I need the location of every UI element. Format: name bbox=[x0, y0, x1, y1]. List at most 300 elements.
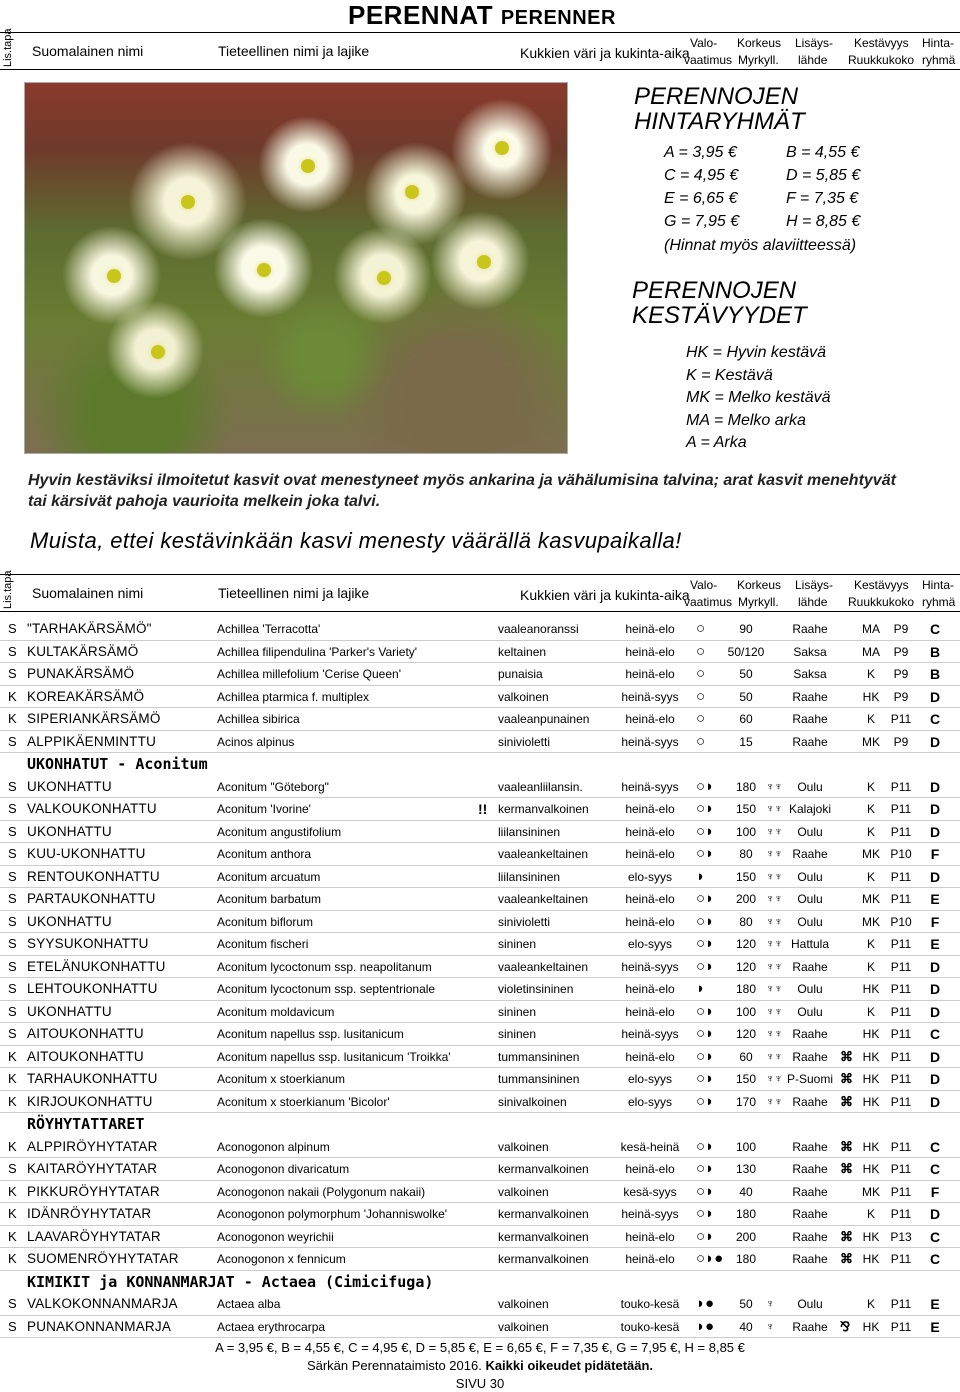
table-row bbox=[0, 708, 960, 731]
finnish-name: ETELÄNUKONHATTU bbox=[27, 958, 166, 974]
special-icon: ⌘ bbox=[840, 1251, 853, 1266]
durability-code: K bbox=[866, 959, 875, 974]
pot-size: P11 bbox=[890, 892, 912, 906]
durability-code: HK bbox=[862, 1049, 880, 1064]
bloom-time: touko-kesä bbox=[620, 1297, 680, 1311]
light-requirement-icon: ○ bbox=[696, 687, 706, 705]
poison-icon: ♆♆ bbox=[766, 915, 783, 928]
pot-size: P9 bbox=[893, 622, 909, 636]
source-location: Raahe bbox=[792, 1162, 828, 1176]
plant-height: 200 bbox=[735, 892, 757, 906]
footer-copyright bbox=[0, 1358, 960, 1373]
bloom-time: heinä-elo bbox=[625, 914, 675, 929]
special-icon: ⌘ bbox=[840, 1161, 853, 1176]
table-header-top bbox=[0, 28, 960, 70]
finnish-name: KULTAKÄRSÄMÖ bbox=[27, 643, 139, 659]
finnish-name: UKONHATTU bbox=[27, 1003, 112, 1019]
plant-height: 180 bbox=[735, 779, 757, 794]
table-row bbox=[0, 1023, 960, 1046]
light-requirement-icon: ○◗ bbox=[696, 822, 715, 840]
header-source-1: Lisäys- bbox=[795, 36, 834, 50]
listing-type: K bbox=[8, 1251, 17, 1266]
table-row bbox=[0, 1136, 960, 1159]
scientific-name: Aconogonon weyrichii bbox=[217, 1229, 334, 1244]
plant-height: 130 bbox=[735, 1162, 757, 1176]
price-group: E bbox=[930, 1296, 940, 1312]
pot-size: P9 bbox=[893, 667, 909, 681]
finnish-name: AITOUKONHATTU bbox=[27, 1048, 144, 1064]
light-requirement-icon: ○◗ bbox=[696, 1182, 715, 1200]
pot-size: P11 bbox=[890, 1319, 912, 1334]
finnish-name: TARHAUKONHATTU bbox=[27, 1071, 158, 1086]
plant-height: 40 bbox=[739, 1184, 753, 1199]
poison-icon: ♆♆ bbox=[766, 1095, 783, 1108]
table-row bbox=[0, 888, 960, 911]
bloom-time: heinä-elo bbox=[625, 712, 675, 726]
finnish-name: SIPERIANKÄRSÄMÖ bbox=[27, 711, 161, 726]
scientific-name: Aconitum lycoctonum ssp. neapolitanum bbox=[217, 959, 432, 974]
light-requirement-icon: ○◗ bbox=[696, 1160, 715, 1177]
plant-height: 15 bbox=[739, 734, 753, 749]
bloom-time: heinä-syys bbox=[621, 1207, 679, 1221]
price-group: C bbox=[929, 1026, 941, 1042]
finnish-name: KIRJOUKONHATTU bbox=[27, 1093, 153, 1109]
reminder-text: Muista, ettei kestävinkään kasvi menesty väärällä kasvupaikalla! bbox=[30, 528, 682, 553]
flower-color: sininen bbox=[498, 1004, 537, 1019]
pot-size: P11 bbox=[890, 1162, 912, 1176]
special-icon: ⅋ bbox=[840, 1318, 851, 1334]
finnish-name: SUOMENRÖYHYTATAR bbox=[27, 1251, 179, 1266]
bloom-time: kesä-heinä bbox=[620, 1139, 680, 1154]
durability-code: MK bbox=[862, 734, 880, 749]
bloom-time: heinä-elo bbox=[625, 667, 675, 681]
listing-type: K bbox=[8, 688, 17, 704]
price-group: F bbox=[930, 846, 940, 862]
flower-color: vaaleankeltainen bbox=[498, 847, 589, 861]
bloom-time: heinä-syys bbox=[621, 1027, 679, 1041]
price-group: C bbox=[929, 711, 941, 727]
source-location: Oulu bbox=[797, 1297, 823, 1311]
light-requirement-icon: ◗ bbox=[696, 867, 706, 885]
flower-color: keltainen bbox=[498, 644, 547, 659]
listing-type: S bbox=[8, 801, 17, 816]
table-row bbox=[0, 866, 960, 889]
footer-prices: A = 3,95 €, B = 4,55 €, C = 4,95 €, D = 5,85 €, E = 6,65 €, F = 7,35 €, G = 7,95 €, H = 8,85 € bbox=[215, 1340, 745, 1355]
header-finnish-name: Suomalainen nimi bbox=[32, 585, 144, 601]
listing-type: S bbox=[8, 1296, 17, 1311]
source-location: Raahe bbox=[792, 1139, 828, 1154]
price-group: E bbox=[930, 1318, 940, 1335]
table-row bbox=[0, 663, 960, 686]
table-row bbox=[0, 686, 960, 709]
scientific-name: Aconitum napellus ssp. lusitanicum bbox=[217, 1027, 404, 1041]
table-row bbox=[0, 1001, 960, 1024]
flower-color: kermanvalkoinen bbox=[498, 1207, 589, 1221]
header-durability-1: Kestävyys bbox=[854, 578, 909, 592]
source-location: P-Suomi bbox=[786, 1072, 833, 1086]
price-group: B bbox=[929, 666, 941, 682]
bloom-time: touko-kesä bbox=[620, 1319, 680, 1334]
flower-color: vaaleanpunainen bbox=[498, 712, 590, 726]
pot-size: P11 bbox=[890, 1139, 912, 1154]
listing-type: S bbox=[8, 1161, 17, 1176]
scientific-name: Actaea erythrocarpa bbox=[217, 1319, 326, 1334]
header-finnish-name: Suomalainen nimi bbox=[32, 43, 144, 59]
poison-icon: ♆♆ bbox=[766, 893, 783, 905]
pot-size: P11 bbox=[890, 1027, 912, 1041]
durability-code: HK bbox=[862, 1027, 880, 1041]
source-location: Raahe bbox=[792, 1184, 828, 1199]
plant-height: 120 bbox=[735, 1027, 757, 1041]
durability-paragraph: Hyvin kestäviksi ilmoitetut kasvit ovat menestyneet myös ankarina ja vähälumisina talvina; arat kasvit menehtyvät tai kärsivät pahoja vaurioita melkein joka talvi. bbox=[28, 472, 896, 510]
header-scientific-name: Tieteellinen nimi ja lajike bbox=[218, 585, 370, 601]
plant-height: 40 bbox=[739, 1319, 753, 1334]
listing-type: K bbox=[8, 711, 17, 726]
section-heading: RÖYHYTATTARET bbox=[27, 1115, 145, 1133]
price-group-item: A = 3,95 € bbox=[664, 144, 737, 161]
listing-type: K bbox=[8, 1206, 17, 1221]
light-requirement-icon: ○ bbox=[696, 732, 706, 750]
pot-size: P11 bbox=[890, 824, 912, 839]
scientific-name: Achillea sibirica bbox=[217, 712, 300, 726]
poison-icon: ♆♆ bbox=[766, 1005, 783, 1018]
table-row bbox=[0, 1158, 960, 1181]
source-location: Raahe bbox=[792, 847, 828, 861]
poison-icon: ♆♆ bbox=[766, 780, 783, 793]
finnish-name: LEHTOUKONHATTU bbox=[27, 981, 158, 996]
pot-size: P11 bbox=[890, 937, 912, 951]
bloom-time: heinä-elo bbox=[625, 644, 675, 659]
copyright-brand: Särkän Perennataimisto 2016. bbox=[306, 1358, 482, 1373]
durability-item: MK = Melko kestävä bbox=[686, 389, 831, 406]
flower-color: liilansininen bbox=[498, 824, 561, 839]
plant-height: 180 bbox=[735, 982, 757, 996]
source-location: Raahe bbox=[792, 712, 828, 726]
bloom-time: heinä-syys bbox=[621, 689, 679, 704]
flower-color: violetinsininen bbox=[498, 982, 574, 996]
scientific-name: Aconitum biflorum bbox=[217, 914, 314, 929]
finnish-name: LAAVARÖYHYTATAR bbox=[27, 1228, 161, 1244]
header-color-bloom: Kukkien väri ja kukinta-aika bbox=[520, 587, 690, 603]
flower-color: tummansininen bbox=[498, 1072, 580, 1086]
listing-type: K bbox=[8, 1228, 17, 1244]
source-location: Saksa bbox=[793, 644, 827, 659]
price-group: C bbox=[929, 1228, 941, 1245]
durability-code: HK bbox=[862, 1319, 880, 1334]
light-requirement-icon: ○◗ bbox=[696, 777, 715, 795]
price-group-item: G = 7,95 € bbox=[664, 213, 740, 230]
section-heading-row bbox=[0, 1113, 960, 1136]
durability-code: K bbox=[866, 802, 875, 816]
light-requirement-icon: ○◗ bbox=[696, 935, 715, 952]
table-row bbox=[0, 1248, 960, 1271]
light-requirement-icon: ○◗ bbox=[696, 1227, 715, 1245]
plant-height: 180 bbox=[735, 1252, 757, 1266]
bloom-time: elo-syys bbox=[627, 1094, 672, 1109]
source-location: Raahe bbox=[792, 1207, 828, 1221]
price-group: D bbox=[929, 868, 941, 885]
header-source-1: Lisäys- bbox=[795, 578, 834, 592]
bloom-time: heinä-syys bbox=[621, 779, 679, 794]
poison-icon: ♆ bbox=[766, 1320, 775, 1333]
flower-color: sininen bbox=[498, 937, 537, 951]
bloom-time: heinä-elo bbox=[625, 1162, 675, 1176]
flower-color: punaisia bbox=[498, 667, 543, 681]
page-title-main: PERENNAT bbox=[348, 0, 494, 30]
plant-height: 100 bbox=[735, 1004, 757, 1019]
header-price-1: Hinta- bbox=[922, 36, 955, 50]
price-group: E bbox=[930, 936, 940, 952]
flower-color: kermanvalkoinen bbox=[498, 1229, 589, 1244]
finnish-name: "TARHAKÄRSÄMÖ" bbox=[27, 621, 152, 636]
flower-color: vaaleankeltainen bbox=[498, 892, 589, 906]
listing-type: S bbox=[8, 621, 17, 636]
durability-item: MA = Melko arka bbox=[686, 411, 806, 429]
bloom-time: heinä-syys bbox=[621, 959, 679, 974]
flower-color: sinivalkoinen bbox=[498, 1094, 567, 1109]
bloom-time: heinä-elo bbox=[625, 1229, 675, 1244]
pot-size: P11 bbox=[890, 1207, 912, 1221]
price-group: D bbox=[929, 823, 941, 840]
pot-size: P9 bbox=[893, 644, 909, 659]
durability-code: HK bbox=[862, 982, 880, 996]
table-row bbox=[0, 798, 960, 821]
listing-type: K bbox=[8, 1048, 17, 1064]
durability-code: MK bbox=[862, 914, 880, 929]
bloom-time: heinä-elo bbox=[625, 802, 675, 816]
flower-color: kermanvalkoinen bbox=[498, 1252, 589, 1266]
scientific-name: Aconitum fischeri bbox=[217, 937, 309, 951]
listing-type: K bbox=[8, 1071, 17, 1086]
plant-height: 60 bbox=[739, 712, 753, 726]
finnish-name: PUNAKÄRSÄMÖ bbox=[27, 666, 135, 681]
plant-height: 120 bbox=[735, 959, 757, 974]
header-light-2: vaatimus bbox=[684, 53, 733, 67]
warning-mark: !! bbox=[478, 801, 488, 817]
table-row bbox=[0, 641, 960, 664]
poison-icon: ♆♆ bbox=[766, 938, 783, 950]
bloom-time: heinä-syys bbox=[621, 734, 679, 749]
durability-code: K bbox=[866, 1004, 875, 1019]
pot-size: P11 bbox=[890, 712, 912, 726]
table-row bbox=[0, 978, 960, 1001]
plant-height: 80 bbox=[739, 914, 753, 929]
header-light-1: Valo- bbox=[690, 36, 718, 50]
finnish-name: ALPPIRÖYHYTATAR bbox=[27, 1138, 158, 1154]
scientific-name: Aconogonon x fennicum bbox=[217, 1252, 346, 1266]
source-location: Hattula bbox=[790, 937, 830, 951]
special-icon: ⌘ bbox=[840, 1093, 853, 1109]
price-group: D bbox=[929, 1071, 941, 1087]
primrose-photo bbox=[24, 82, 568, 454]
light-requirement-icon: ○◗● bbox=[696, 1250, 724, 1267]
bloom-time: heinä-elo bbox=[625, 1004, 675, 1019]
price-group: E bbox=[930, 891, 940, 907]
light-requirement-icon: ◗● bbox=[696, 1317, 715, 1335]
scientific-name: Actaea alba bbox=[217, 1297, 281, 1311]
finnish-name: ALPPIKÄENMINTTU bbox=[27, 733, 157, 749]
light-requirement-icon: ○◗ bbox=[696, 1047, 715, 1065]
scientific-name: Achillea 'Terracotta' bbox=[217, 622, 321, 636]
durability-code: HK bbox=[862, 1252, 880, 1266]
price-group: C bbox=[929, 1251, 941, 1267]
price-group: D bbox=[929, 688, 941, 705]
scientific-name: Aconitum x stoerkianum 'Bicolor' bbox=[217, 1094, 390, 1109]
plant-height: 50/120 bbox=[727, 644, 765, 659]
bloom-time: heinä-elo bbox=[625, 892, 675, 906]
special-icon: ⌘ bbox=[840, 1071, 853, 1086]
source-location: Raahe bbox=[792, 1319, 828, 1334]
listing-type: S bbox=[8, 981, 17, 996]
price-group: D bbox=[929, 1003, 941, 1020]
source-location: Kalajoki bbox=[788, 802, 832, 816]
poison-icon: ♆ bbox=[766, 1298, 775, 1310]
poison-icon: ♆♆ bbox=[766, 1028, 783, 1040]
source-location: Oulu bbox=[797, 779, 823, 794]
flower-color: vaaleanliilansin. bbox=[498, 779, 583, 794]
finnish-name: KUU-UKONHATTU bbox=[27, 846, 146, 861]
section-heading-row bbox=[0, 1271, 960, 1294]
table-row bbox=[0, 821, 960, 844]
table-row bbox=[0, 1046, 960, 1069]
durability-code: HK bbox=[862, 1229, 880, 1244]
header-light-2: vaatimus bbox=[684, 595, 733, 609]
durability-code: K bbox=[866, 779, 875, 794]
flower-color: liilansininen bbox=[498, 869, 561, 884]
light-requirement-icon: ○◗ bbox=[696, 957, 715, 975]
price-group: D bbox=[929, 981, 941, 997]
bloom-time: elo-syys bbox=[627, 1072, 672, 1086]
light-requirement-icon: ○◗ bbox=[696, 890, 715, 907]
pot-size: P11 bbox=[890, 1252, 912, 1266]
pot-size: P11 bbox=[890, 1072, 912, 1086]
pot-size: P11 bbox=[890, 1049, 912, 1064]
flower-color: valkoinen bbox=[498, 689, 549, 704]
listing-type: S bbox=[8, 958, 17, 974]
table-row bbox=[0, 1068, 960, 1091]
durability-code: K bbox=[866, 869, 875, 884]
light-requirement-icon: ○◗ bbox=[696, 1092, 715, 1110]
header-price-2: ryhmä bbox=[922, 595, 956, 609]
finnish-name: PUNAKONNANMARJA bbox=[27, 1318, 172, 1334]
poison-icon: ♆♆ bbox=[766, 1073, 783, 1085]
source-location: Oulu bbox=[797, 982, 823, 996]
listing-type: K bbox=[8, 1138, 17, 1154]
table-row bbox=[0, 1091, 960, 1114]
listing-type: S bbox=[8, 733, 17, 749]
price-group-item: B = 4,55 € bbox=[786, 144, 860, 161]
durability-code: K bbox=[866, 712, 875, 726]
scientific-name: Aconogonon alpinum bbox=[217, 1139, 330, 1154]
price-group: D bbox=[929, 958, 941, 975]
plant-height: 150 bbox=[735, 802, 757, 816]
bloom-time: heinä-elo bbox=[625, 847, 675, 861]
durability-title: PERENNOJEN KESTÄVYYDET bbox=[632, 277, 807, 329]
light-requirement-icon: ○◗ bbox=[696, 1002, 715, 1020]
bloom-time: heinä-elo bbox=[625, 982, 675, 996]
scientific-name: Aconitum napellus ssp. lusitanicum 'Troikka' bbox=[217, 1049, 451, 1064]
price-group-item: E = 6,65 € bbox=[664, 190, 738, 207]
finnish-name: UKONHATTU bbox=[27, 823, 112, 839]
header-height-1: Korkeus bbox=[737, 578, 782, 592]
finnish-name: IDÄNRÖYHYTATAR bbox=[27, 1206, 152, 1221]
finnish-name: UKONHATTU bbox=[27, 913, 112, 929]
special-icon: ⌘ bbox=[840, 1228, 853, 1244]
durability-item: HK = Hyvin kestävä bbox=[686, 344, 827, 361]
header-scientific-name: Tieteellinen nimi ja lajike bbox=[218, 43, 370, 59]
poison-icon: ♆♆ bbox=[766, 870, 783, 883]
finnish-name: AITOUKONHATTU bbox=[27, 1026, 144, 1041]
poison-icon: ♆♆ bbox=[766, 960, 783, 973]
price-group: D bbox=[929, 801, 941, 817]
plant-height: 60 bbox=[739, 1049, 753, 1064]
page-number: SIVU 30 bbox=[455, 1376, 505, 1391]
price-group: D bbox=[929, 1206, 941, 1222]
flower-color: vaaleankeltainen bbox=[498, 959, 589, 974]
listing-type: S bbox=[8, 643, 17, 659]
light-requirement-icon: ○ bbox=[696, 642, 706, 660]
plant-height: 170 bbox=[735, 1094, 757, 1109]
pot-size: P11 bbox=[890, 869, 912, 884]
finnish-name: SYYSUKONHATTU bbox=[27, 936, 149, 951]
listing-type: S bbox=[8, 778, 17, 794]
header-durability-1: Kestävyys bbox=[854, 36, 909, 50]
plant-height: 200 bbox=[735, 1229, 757, 1244]
header-durability-2: Ruukkukoko bbox=[848, 53, 915, 67]
finnish-name: VALKOUKONHATTU bbox=[27, 801, 157, 816]
poison-icon: ♆♆ bbox=[766, 848, 783, 860]
light-requirement-icon: ○◗ bbox=[696, 1025, 715, 1042]
listing-type: K bbox=[8, 1183, 17, 1199]
bloom-time: heinä-elo bbox=[625, 824, 675, 839]
bloom-time: heinä-elo bbox=[625, 1049, 675, 1064]
durability-code: HK bbox=[862, 1162, 880, 1176]
plant-height: 150 bbox=[735, 1072, 757, 1086]
scientific-name: Aconitum barbatum bbox=[217, 892, 322, 906]
durability-code: MK bbox=[862, 847, 880, 861]
source-location: Raahe bbox=[792, 1027, 828, 1041]
header-height-2: Myrkyll. bbox=[738, 53, 779, 67]
plant-height: 120 bbox=[735, 937, 757, 951]
page-title bbox=[348, 0, 616, 31]
header-price-1: Hinta- bbox=[922, 578, 955, 592]
section-heading: KIMIKIT ja KONNANMARJAT - Actaea (Cimicifuga) bbox=[27, 1272, 434, 1291]
flower-color: valkoinen bbox=[498, 1184, 549, 1199]
scientific-name: Aconitum lycoctonum ssp. septentrionale bbox=[217, 982, 436, 996]
bloom-time: elo-syys bbox=[627, 937, 672, 951]
light-requirement-icon: ○◗ bbox=[696, 1070, 715, 1087]
pot-size: P11 bbox=[890, 1004, 912, 1019]
flower-color: sinivioletti bbox=[498, 734, 551, 749]
source-location: Raahe bbox=[792, 734, 828, 749]
plant-height: 80 bbox=[739, 847, 753, 861]
scientific-name: Aconitum moldavicum bbox=[217, 1004, 335, 1019]
price-group: C bbox=[929, 621, 941, 637]
special-icon: ⌘ bbox=[840, 1138, 853, 1154]
plant-height: 100 bbox=[735, 824, 757, 839]
durability-code: HK bbox=[862, 1094, 880, 1109]
price-note: (Hinnat myös alaviitteessä) bbox=[664, 237, 857, 254]
listing-type: S bbox=[8, 868, 17, 884]
light-requirement-icon: ○◗ bbox=[696, 1137, 715, 1155]
scientific-name: Achillea millefolium 'Cerise Queen' bbox=[217, 667, 401, 681]
bloom-time: heinä-elo bbox=[625, 622, 675, 636]
price-group: D bbox=[929, 1093, 941, 1110]
durability-code: HK bbox=[862, 1139, 880, 1154]
scientific-name: Aconitum "Göteborg" bbox=[217, 779, 329, 794]
source-location: Oulu bbox=[797, 892, 823, 906]
poison-icon: ♆♆ bbox=[766, 1050, 783, 1063]
